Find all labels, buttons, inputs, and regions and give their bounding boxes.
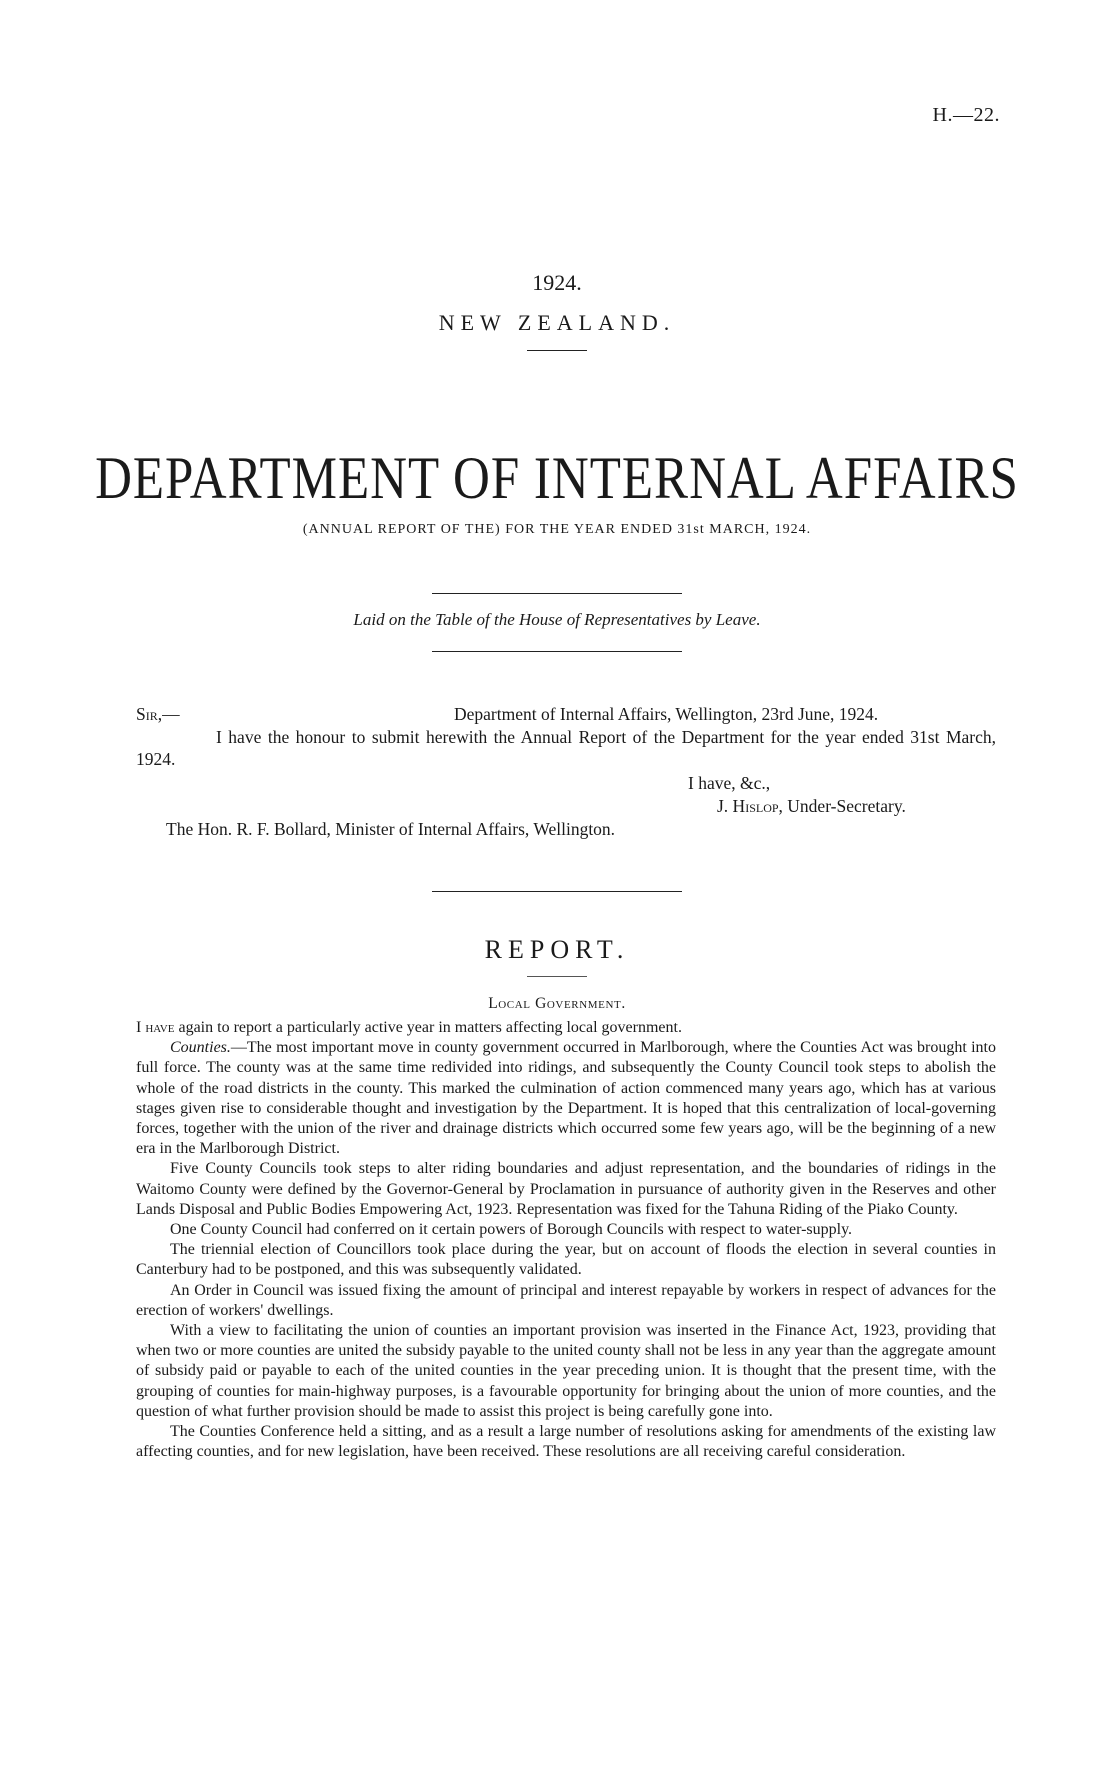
report-subtitle: (ANNUAL REPORT OF THE) FOR THE YEAR ENDED 31st MARCH, 1924.: [302, 522, 812, 537]
report-body: [136, 1018, 996, 1462]
paragraph-text: Five County Councils took steps to alter riding boundaries and adjust representation, and the boundaries of ridings in the Waitomo County were defined by the Governor-General by Proclamation in pursuance of authority given in the Reserves and other Lands Disposal and Public Bodies Empowering Act, 1923. Representation was fixed for the Tahuna Riding of the Piako County.: [136, 1160, 996, 1218]
paragraph: [136, 1240, 996, 1280]
divider-lower: [432, 651, 682, 652]
divider-short: [527, 350, 587, 351]
letter-salutation: [136, 703, 180, 725]
letter-addressee: The Hon. R. F. Bollard, Minister of Internal Affairs, Wellington.: [166, 819, 616, 839]
paragraph-text: again to report a particularly active year in matters affecting local government.: [174, 1019, 682, 1036]
paragraph: [136, 1018, 996, 1038]
report-year: 1924.: [532, 270, 582, 295]
paragraph-text: One County Council had conferred on it certain powers of Borough Councils with respect to water-supply.: [170, 1221, 853, 1239]
country-heading: NEW ZEALAND.: [438, 310, 676, 335]
paragraph: [136, 1038, 996, 1159]
report-heading: REPORT.: [484, 935, 630, 964]
paragraph: [136, 1220, 996, 1240]
paragraph: [136, 1281, 996, 1321]
divider-report: [432, 891, 682, 892]
paragraph-lead: I have: [136, 1019, 175, 1036]
laid-on-table-note: Laid on the Table of the House of Representatives by Leave.: [353, 610, 761, 629]
signature-title: Under-Secretary.: [787, 796, 906, 816]
paragraph-lead: Counties.: [170, 1039, 231, 1057]
paragraph-text: —The most important move in county government occurred in Marlborough, where the Counties Act was brought into full force. The county was at the same time redivided into ridings, and subsequently the County Council took steps to abolish the whole of the road districts in the county. This marked the culmination of action commenced many years ago, which has at various stages given rise to considerable thought and investigation by the Department. It is hoped that this centralization of local-governing forces, together with the union of the river and drainage districts which occurred some few years ago, will be the beginning of a new era in the Marlborough District.: [136, 1039, 996, 1158]
divider-report-short: [527, 976, 587, 977]
paragraph-text: An Order in Council was issued fixing the amount of principal and interest repayable by workers in respect of advances for the erection of workers' dwellings.: [136, 1281, 996, 1319]
letter-signature: [717, 795, 906, 817]
paragraph: [136, 1422, 996, 1462]
department-title: DEPARTMENT OF INTERNAL AFFAIRS: [95, 446, 1019, 513]
letter-closing: I have, &c.,: [688, 773, 771, 793]
section-heading: Local Government.: [488, 995, 626, 1012]
paragraph-text: With a view to facilitating the union of counties an important provision was inserted in the Finance Act, 1923, providing that when two or more counties are united the subsidy payable to the united county shall not be less in any year than the aggregate amount of subsidy paid or payable to each of the united counties in the year preceding union. It is thought that the present time, with the grouping of counties for main-highway purposes, is a favourable opportunity for bringing about the union of more counties, and the question of what further provision should be made to assist this project is being carefully gone into.: [136, 1322, 996, 1420]
paragraph: [136, 1159, 996, 1220]
document-reference: H.—22.: [932, 104, 1000, 126]
paragraph: [136, 1321, 996, 1422]
letter-address-date: Department of Internal Affairs, Wellington, 23rd June, 1924.: [454, 704, 879, 724]
paragraph-text: The triennial election of Councillors took place during the year, but on account of floods the election in several counties in Canterbury had to be postponed, and this was subsequently validated.: [136, 1241, 996, 1279]
salutation-text: Sir,—: [136, 704, 180, 724]
paragraph-text: The Counties Conference held a sitting, and as a result a large number of resolutions asking for amendments of the existing law affecting counties, and for new legislation, have been received. These resolutions are all receiving careful consideration.: [136, 1423, 996, 1461]
letter-body: I have the honour to submit herewith the Annual Report of the Department for the year ended 31st March, 1924.: [136, 727, 996, 769]
signature-name: J. Hislop,: [717, 796, 783, 816]
divider-upper: [432, 593, 682, 594]
